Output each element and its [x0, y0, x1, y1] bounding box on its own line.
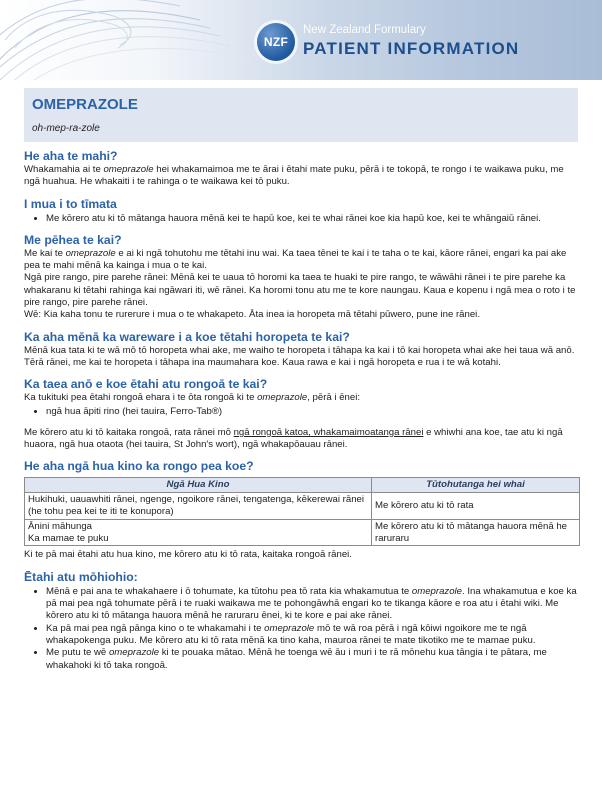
text-run: Ka pā mai pea ngā pānga kino o te whakamahi i te [46, 622, 265, 634]
table-cell-effect: Hukihuki, uauawhiti rānei, ngenge, ngoikore rānei, tengatenga, kēkerewai rānei (he tohu pea kei te iti te konupora) [25, 493, 372, 520]
side-effects-table [24, 477, 580, 546]
leaflet-content [24, 149, 578, 680]
section-text [24, 164, 578, 189]
list-item: • Me kōrero atu ki tō mātanga hauora mēnā kei te hapū koe, kei te whai rānei koe kia hapū koe, kei te whāngaiū rānei. [46, 213, 578, 225]
text-run: Ka tukituki pea ētahi rongoā ehara i te ōta rongoā ki te [24, 392, 258, 404]
text-run: Whakamahia ai te [24, 164, 104, 175]
drug-pronunciation: oh-mep-ra-zole [32, 123, 100, 134]
header-subtitle: New Zealand Formulary [303, 24, 426, 36]
section-missed-dose [24, 330, 578, 370]
section-what-it-does [24, 149, 578, 189]
text-run: mō te wā roa pērā i ngā kōiwi ngoikore me te ngā whakapokenga puku. Me kōrero atu ki tō rata mēnā ka tino kaha, mauroa rānei te mate tikotiko me te mamae puku. [46, 622, 536, 646]
section-heading: Ētahi atu mōhiohio: [24, 569, 138, 584]
drug-name: OMEPRAZOLE [32, 96, 138, 113]
drug-name-inline: omeprazole [65, 247, 116, 259]
bullet-list [24, 586, 578, 672]
header-banner [0, 0, 602, 80]
table-row [25, 493, 580, 520]
table-row [25, 519, 580, 546]
drug-name-inline: omeprazole [108, 647, 160, 659]
table-header-row [25, 478, 580, 493]
decorative-swirl-graphic [0, 0, 260, 80]
section-other-info [24, 570, 578, 672]
list-item [46, 623, 578, 648]
drug-title-box [24, 88, 578, 142]
text-run: hei whakamaimoa me te ārai i ētahi mate puku, pērā i te tokopā, te rongo i te waikawa puku, me ngā huahua. He whakaiti i te rahinga o te waikawa kei tō puku. [24, 164, 564, 188]
table-cell-action: Me kōrero atu ki tō mātanga hauora mēnā he raruraru [372, 519, 580, 546]
section-side-effects [24, 459, 578, 561]
header-title: PATIENT INFORMATION [303, 39, 520, 58]
section-text [24, 427, 578, 452]
section-heading: Ka taea anō e koe ētahi atu rongoā te kai? [24, 377, 268, 392]
section-heading: Ka aha mēnā ka wareware i a koe tētahi horopeta te kai? [24, 329, 350, 344]
section-other-medicines [24, 377, 578, 451]
bullet-list [24, 213, 578, 225]
list-item: • ngā hua āpiti rino (hei tauira, Ferro-Tab®) [46, 406, 578, 418]
text-run: e whiwhi ana koe, tae atu ki ngā huaora, ngā hua otaota (hei tauira, St John's wort), ngā whakapōauau rānei. [24, 426, 563, 451]
section-before-starting [24, 197, 578, 225]
nzf-logo-text: NZF [263, 35, 289, 49]
text-run: . Ina whakamutua e koe ka pā mai pea ngā tohumate pērā i te ruaki waikawa me te pohongāwhā engari ko te tikanga kāore e roa atu i ētahi wiki. Me kōrero atu ki tō mātanga hauora mēnā he raruraru ēnei, ki te kore e pai ake rānei. [46, 585, 577, 622]
drug-name-inline: omeprazole [103, 164, 154, 175]
table-cell-action: Me kōrero atu ki tō rata [372, 493, 580, 520]
section-how-to-take [24, 233, 578, 322]
bullet-list [24, 406, 578, 418]
section-text: Mēnā kua tata ki te wā mō tō horopeta whai ake, me waiho te horopeta i tāhapa ka kai i tō kai horopeta whai ake hei taua wā anō. Tērā rānei, me kai te horopeta i tāhapa ina maumahara koe. Kaua rawa e kai i ngā horopeta e rua i te wā kotahi. [24, 344, 575, 368]
text-run: Me putu te wē [46, 647, 109, 659]
section-heading: Me pēhea te kai? [24, 232, 122, 247]
nzf-logo [257, 23, 295, 61]
text-run: , pērā i ēnei: [307, 392, 361, 404]
text-run: Me kōrero atu ki tō kaitaka rongoā, rata rānei mō [24, 426, 234, 438]
column-header-action: Tūtohutanga hei whai [372, 478, 580, 493]
section-heading: He aha ngā hua kino ka rongo pea koe? [24, 459, 254, 474]
list-item [46, 586, 578, 623]
table-cell-effect: Ānini māhunga Ka mamae te puku [25, 519, 372, 546]
list-item [46, 647, 578, 672]
text-run: e ai ki ngā tohutohu me tētahi inu wai. Ka taea tēnei te kai i te taha o te kai, kāore rānei, engari ka pai ake pea te mahi mēnā ka kainga i mua o te kai. [24, 247, 567, 272]
text-run: Me kai te [24, 247, 66, 259]
section-text: Wē: Kia kaha tonu te rurerure i mua o te whakapeto. Āta inea ia horopeta mā tētahi pūwero, pune ine rānei. [24, 309, 480, 321]
drug-name-inline: omeprazole [264, 622, 315, 634]
text-run: Mēnā e pai ana te whakahaere i ō tohumate, ka tūtohu pea tō rata kia whakamutua te [46, 585, 412, 597]
section-heading: I mua i to tīmata [24, 196, 117, 211]
drug-name-inline: omeprazole [411, 585, 463, 597]
section-heading: He aha te mahi? [24, 149, 118, 163]
section-text [24, 392, 578, 404]
underlined-text: ngā rongoā katoa, whakamaimoatanga rānei [233, 426, 424, 438]
section-text: Ngā pire rango, pire parehe rānei: Mēnā kei te uaua tō horomi ka taea te huaki te pire rango, te wāwāhi rānei i te pire parehe ka whakaranu ki tētahi rahinga kai ngāwari iti, wē rānei. Ka horomi tonu atu me te kore naungau. Kaua e kopenu i ngā mea o roto i te pire rango, pire parehe rānei. [24, 272, 576, 309]
section-text [24, 248, 578, 273]
text-run: ki te pouaka mātao. Mēnā he toenga wē āu i muri i te rā mōnehu kua tāngia i te pātara, me whakahoki ki tō taka rongoā. [46, 647, 547, 671]
drug-name-inline: omeprazole [257, 392, 308, 404]
column-header-effects: Ngā Hua Kino [25, 478, 372, 493]
section-text: Ki te pā mai ētahi atu hua kino, me kōrero atu ki tō rata, kaitaka rongoā rānei. [24, 549, 352, 561]
